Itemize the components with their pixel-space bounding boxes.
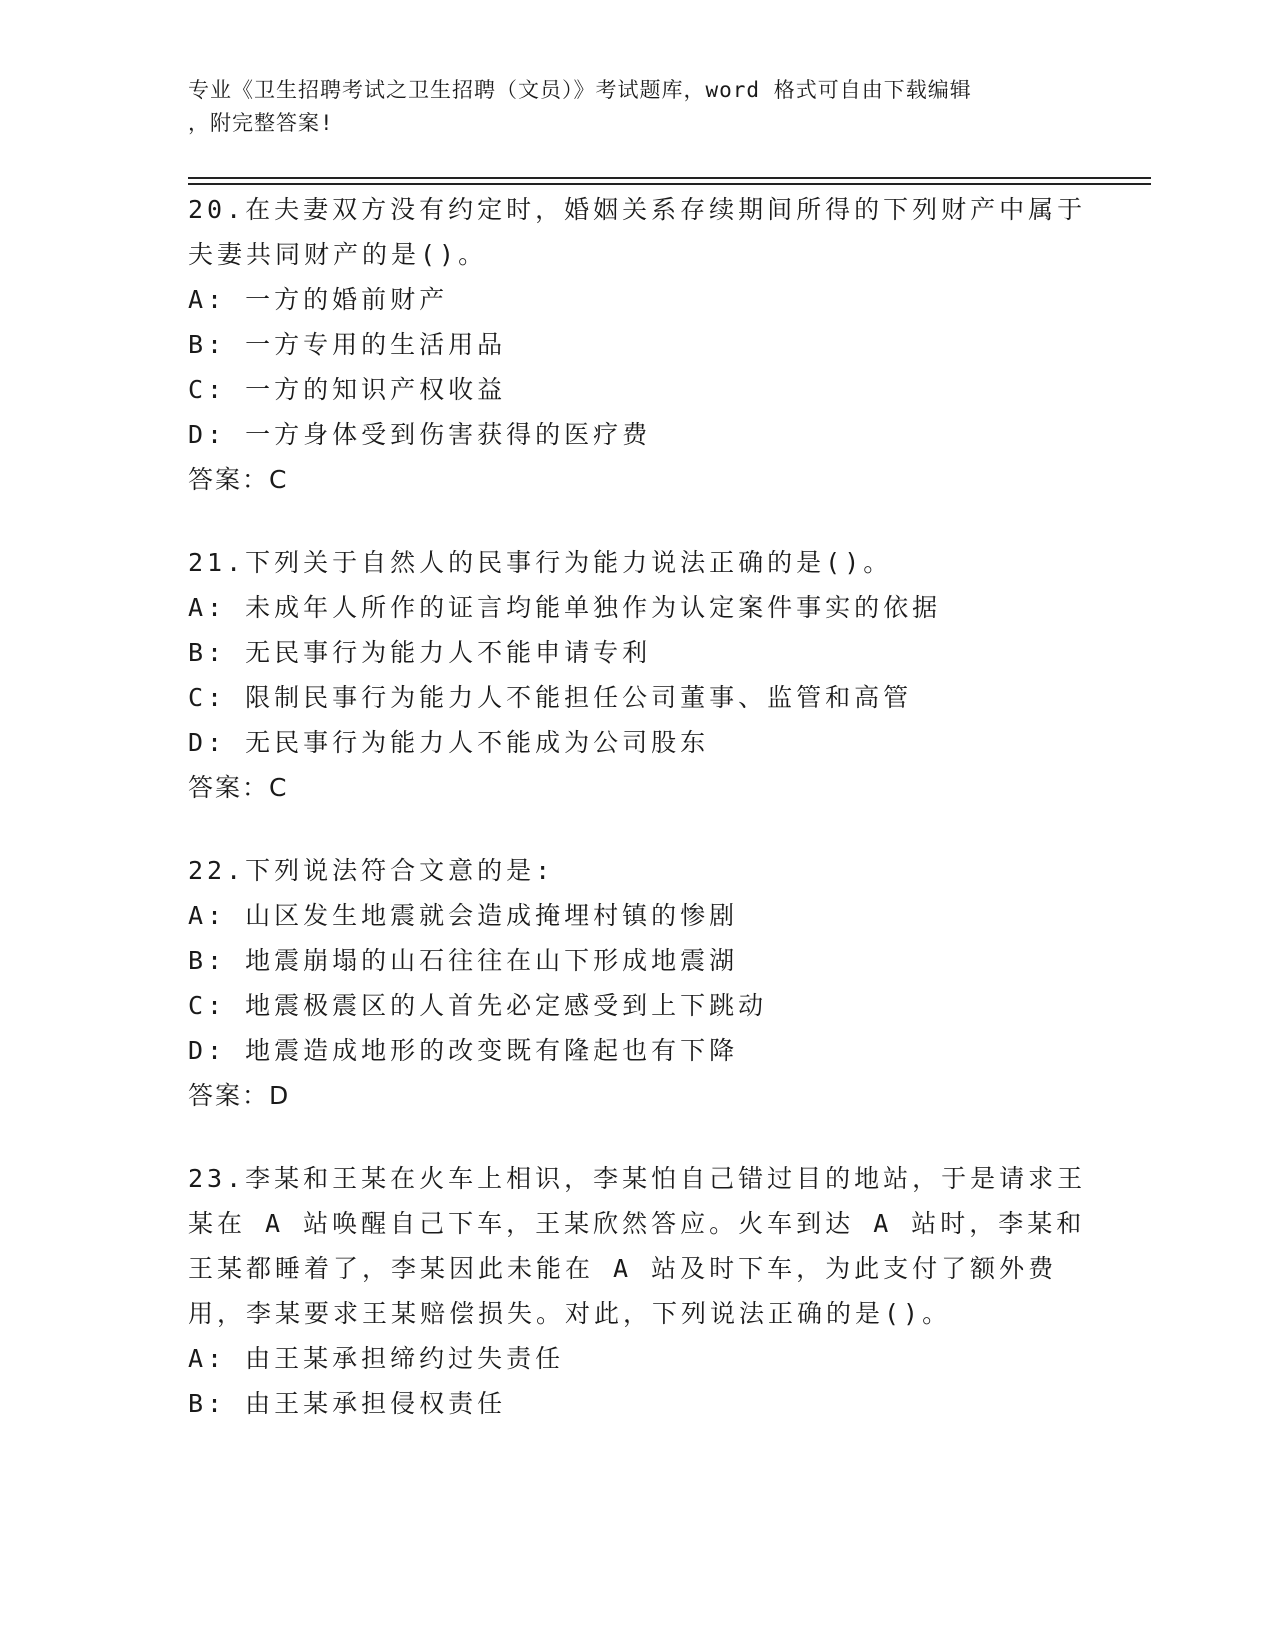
option-b: B: 无民事行为能力人不能申请专利 [188,638,652,667]
option-a: A: 由王某承担缔约过失责任 [188,1344,565,1373]
option-a: A: 未成年人所作的证言均能单独作为认定案件事实的依据 [188,593,942,622]
option-b: B: 由王某承担侵权责任 [188,1389,507,1418]
question-stem: 22.下列说法符合文意的是: [188,856,555,885]
header-line-1: 专业《卫生招聘考试之卫生招聘（文员）》考试题库，word 格式可自由下载编辑 [188,78,972,102]
option-a: A: 山区发生地震就会造成掩埋村镇的惨剧 [188,901,739,930]
question-stem: 21.下列关于自然人的民事行为能力说法正确的是()。 [188,548,893,577]
header-divider-top [188,177,1151,179]
answer-label: 答案：C [188,773,289,802]
option-d: D: 无民事行为能力人不能成为公司股东 [188,728,710,757]
option-d: D: 地震造成地形的改变既有隆起也有下降 [188,1036,739,1065]
option-c: C: 限制民事行为能力人不能担任公司董事、监管和高管 [188,683,913,712]
question-22 [188,848,1088,1118]
document-header [188,74,1068,140]
option-d: D: 一方身体受到伤害获得的医疗费 [188,420,652,449]
option-b: B: 一方专用的生活用品 [188,330,507,359]
question-list [188,187,1088,1464]
question-21 [188,540,1088,810]
header-divider-bottom [188,183,1151,185]
option-a: A: 一方的婚前财产 [188,285,449,314]
option-c: C: 地震极震区的人首先必定感受到上下跳动 [188,991,768,1020]
question-20 [188,187,1088,502]
question-stem: 20.在夫妻双方没有约定时，婚姻关系存续期间所得的下列财产中属于夫妻共同财产的是()。 [188,195,1087,269]
answer-label: 答案：D [188,1081,291,1110]
answer-label: 答案：C [188,465,289,494]
option-c: C: 一方的知识产权收益 [188,375,507,404]
option-b: B: 地震崩塌的山石往往在山下形成地震湖 [188,946,739,975]
question-23 [188,1156,1088,1426]
header-line-2: ，附完整答案! [188,111,334,135]
question-stem: 23.李某和王某在火车上相识，李某怕自己错过目的地站，于是请求王某在 A 站唤醒自己下车，王某欣然答应。火车到达 A 站时，李某和王某都睡着了，李某因此未能在 A 站及时下车，为此支付了额外费用，李某要求王某赔偿损失。对此，下列说法正确的是()。 [188,1164,1087,1328]
